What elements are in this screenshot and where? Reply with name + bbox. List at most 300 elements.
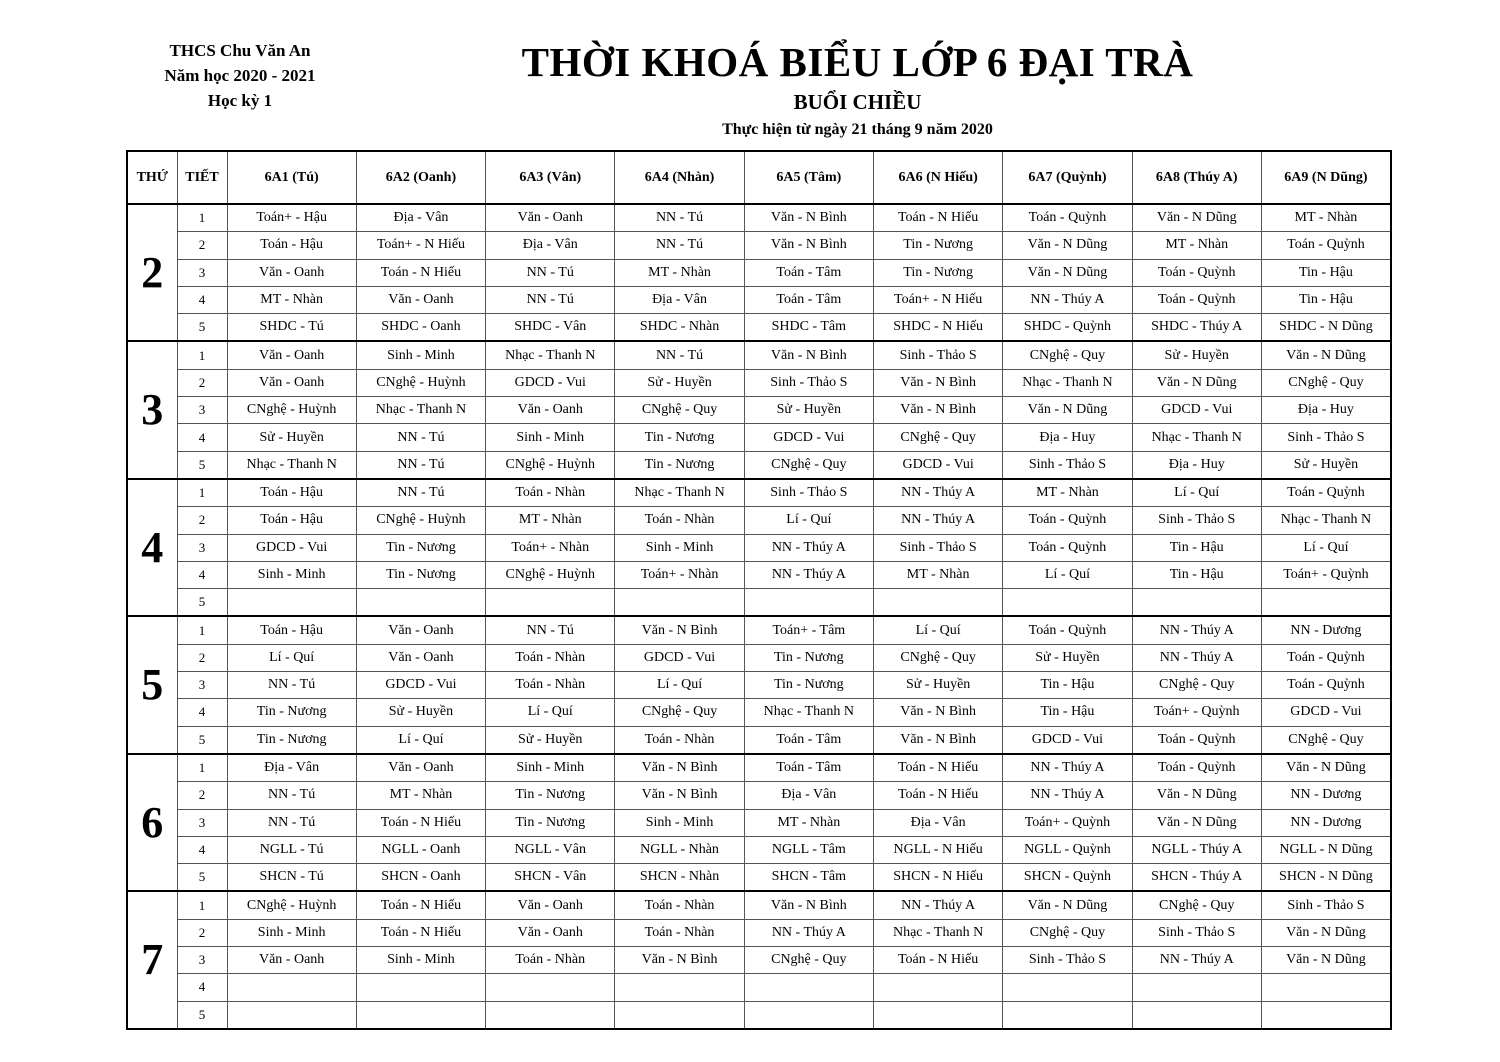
subject-cell: Sử - Huyền (356, 699, 485, 726)
subject-cell: Toán - Quỳnh (1261, 479, 1391, 507)
subject-cell: Toán - Quỳnh (1261, 672, 1391, 699)
subject-cell: GDCD - Vui (1261, 699, 1391, 726)
day-cell: 4 (127, 479, 177, 616)
header-class: 6A7 (Quỳnh) (1003, 151, 1132, 204)
subject-cell: NGLL - Oanh (356, 836, 485, 863)
day-cell: 6 (127, 754, 177, 891)
table-row (127, 561, 1391, 588)
table-row (127, 644, 1391, 671)
subject-cell: NN - Thúy A (744, 534, 873, 561)
subject-cell: Toán - Nhàn (615, 891, 744, 919)
subject-cell: CNghệ - Huỳnh (356, 507, 485, 534)
period-cell: 5 (177, 451, 227, 479)
subject-cell: Toán - Nhàn (486, 479, 615, 507)
timetable (126, 150, 1392, 1030)
subject-cell: Sinh - Thảo S (1003, 947, 1132, 974)
subject-cell: Toán - Quỳnh (1132, 754, 1261, 782)
subject-cell: MT - Nhàn (356, 782, 485, 809)
subject-cell: Nhạc - Thanh N (744, 699, 873, 726)
page-title: THỜI KHOÁ BIỂU LỚP 6 ĐẠI TRÀ (521, 39, 1194, 85)
timetable-body (127, 204, 1391, 1029)
subject-cell: NN - Tú (356, 451, 485, 479)
subject-cell: Toán - Nhàn (615, 726, 744, 754)
subject-cell: NN - Tú (227, 809, 356, 836)
subject-cell: SHCN - Tâm (744, 864, 873, 892)
subject-cell (227, 1001, 356, 1029)
table-row (127, 699, 1391, 726)
subject-cell (1132, 974, 1261, 1001)
subject-cell: Sử - Huyền (615, 369, 744, 396)
subject-cell (615, 1001, 744, 1029)
period-cell: 5 (177, 1001, 227, 1029)
subject-cell: Sinh - Minh (356, 947, 485, 974)
subject-cell: Nhạc - Thanh N (227, 451, 356, 479)
subject-cell: Văn - N Dũng (1132, 204, 1261, 232)
subject-cell (486, 589, 615, 617)
subject-cell (227, 589, 356, 617)
subject-cell: Văn - N Bình (615, 754, 744, 782)
subject-cell: Toán - Quỳnh (1132, 286, 1261, 313)
subject-cell: NN - Tú (615, 204, 744, 232)
subject-cell: NGLL - Vân (486, 836, 615, 863)
subject-cell: Sinh - Thảo S (873, 341, 1002, 369)
subject-cell: NN - Tú (615, 341, 744, 369)
subject-cell: Nhạc - Thanh N (1003, 369, 1132, 396)
table-row (127, 589, 1391, 617)
subject-cell: Toán - N Hiếu (356, 919, 485, 946)
subject-cell: CNghệ - Quy (873, 424, 1002, 451)
subject-cell: Văn - Oanh (356, 644, 485, 671)
subject-cell (744, 589, 873, 617)
subject-cell: CNghệ - Huỳnh (227, 397, 356, 424)
period-cell: 1 (177, 204, 227, 232)
subject-cell: Toán - Tâm (744, 259, 873, 286)
subject-cell: Lí - Quí (1261, 534, 1391, 561)
subject-cell: Toán - Quỳnh (1003, 507, 1132, 534)
subject-cell: Sinh - Thảo S (1132, 919, 1261, 946)
subject-cell (356, 589, 485, 617)
subject-cell: Địa - Vân (227, 754, 356, 782)
subject-cell: GDCD - Vui (1132, 397, 1261, 424)
subject-cell: Lí - Quí (873, 616, 1002, 644)
subject-cell: Sinh - Minh (356, 341, 485, 369)
subject-cell (615, 589, 744, 617)
subject-cell: Địa - Vân (615, 286, 744, 313)
subject-cell: Văn - N Dũng (1132, 782, 1261, 809)
period-cell: 4 (177, 974, 227, 1001)
subject-cell: CNghệ - Quy (1132, 672, 1261, 699)
subject-cell: Văn - N Dũng (1132, 809, 1261, 836)
subject-cell: Tin - Hậu (1003, 672, 1132, 699)
period-cell: 5 (177, 726, 227, 754)
table-row (127, 891, 1391, 919)
subject-cell: Văn - N Dũng (1003, 259, 1132, 286)
subject-cell: CNghệ - Huỳnh (486, 561, 615, 588)
subject-cell: Sử - Huyền (227, 424, 356, 451)
subject-cell: Tin - Nương (615, 424, 744, 451)
header-period: TIẾT (177, 151, 227, 204)
subject-cell (1003, 589, 1132, 617)
subject-cell: NN - Thúy A (1003, 754, 1132, 782)
subject-cell: Văn - Oanh (486, 891, 615, 919)
period-cell: 4 (177, 836, 227, 863)
subject-cell: Sinh - Minh (227, 561, 356, 588)
subject-cell: Toán - Quỳnh (1003, 534, 1132, 561)
table-row (127, 534, 1391, 561)
subject-cell: Toán - Quỳnh (1003, 204, 1132, 232)
subject-cell: MT - Nhàn (615, 259, 744, 286)
subject-cell: NN - Dương (1261, 616, 1391, 644)
header-class: 6A5 (Tâm) (744, 151, 873, 204)
period-cell: 2 (177, 232, 227, 259)
subject-cell: NN - Thúy A (744, 919, 873, 946)
subject-cell: MT - Nhàn (486, 507, 615, 534)
subject-cell: Sinh - Thảo S (1003, 451, 1132, 479)
subject-cell: SHCN - Thúy A (1132, 864, 1261, 892)
subject-cell: Tin - Nương (227, 699, 356, 726)
subject-cell: Toán - N Hiếu (873, 947, 1002, 974)
period-cell: 3 (177, 947, 227, 974)
table-row (127, 836, 1391, 863)
subject-cell: Văn - Oanh (486, 919, 615, 946)
period-cell: 2 (177, 507, 227, 534)
subject-cell: Văn - N Bình (744, 204, 873, 232)
subject-cell: Toán+ - Nhàn (486, 534, 615, 561)
subject-cell: NN - Tú (356, 424, 485, 451)
period-cell: 2 (177, 369, 227, 396)
subject-cell (227, 974, 356, 1001)
subject-cell: Toán+ - N Hiếu (873, 286, 1002, 313)
subject-cell: NN - Thúy A (1132, 947, 1261, 974)
subject-cell: Văn - N Bình (873, 369, 1002, 396)
table-row (127, 479, 1391, 507)
subject-cell: MT - Nhàn (873, 561, 1002, 588)
subject-cell: Địa - Huy (1132, 451, 1261, 479)
subject-cell: SHDC - Thúy A (1132, 314, 1261, 342)
table-row (127, 672, 1391, 699)
subject-cell: Toán+ - Nhàn (615, 561, 744, 588)
subject-cell (744, 974, 873, 1001)
subject-cell: SHDC - Oanh (356, 314, 485, 342)
subject-cell: NGLL - N Dũng (1261, 836, 1391, 863)
subject-cell: Lí - Quí (356, 726, 485, 754)
subject-cell: Toán - Nhàn (615, 919, 744, 946)
subject-cell: Tin - Nương (486, 782, 615, 809)
subject-cell: NGLL - Nhàn (615, 836, 744, 863)
subject-cell: Toán - Nhàn (486, 947, 615, 974)
subject-cell: SHCN - N Dũng (1261, 864, 1391, 892)
subject-cell: Toán - Hậu (227, 232, 356, 259)
subject-cell: SHDC - Quỳnh (1003, 314, 1132, 342)
subject-cell: SHDC - Tú (227, 314, 356, 342)
subject-cell (1132, 589, 1261, 617)
subject-cell: NN - Dương (1261, 809, 1391, 836)
subject-cell: SHDC - Tâm (744, 314, 873, 342)
subject-cell: NN - Thúy A (1132, 616, 1261, 644)
subject-cell: SHCN - Tú (227, 864, 356, 892)
subject-cell: MT - Nhàn (1003, 479, 1132, 507)
subject-cell: Toán - Nhàn (486, 672, 615, 699)
table-row (127, 507, 1391, 534)
subject-cell: Nhạc - Thanh N (1132, 424, 1261, 451)
subject-cell: NN - Tú (486, 616, 615, 644)
table-row (127, 397, 1391, 424)
day-cell: 3 (127, 341, 177, 478)
table-row (127, 809, 1391, 836)
subject-cell: SHDC - Nhàn (615, 314, 744, 342)
subject-cell: Toán - Quỳnh (1003, 616, 1132, 644)
subject-cell: GDCD - Vui (744, 424, 873, 451)
subject-cell (873, 974, 1002, 1001)
table-row (127, 616, 1391, 644)
subject-cell: CNghệ - Huỳnh (356, 369, 485, 396)
period-cell: 3 (177, 672, 227, 699)
subject-cell: Văn - N Dũng (1003, 397, 1132, 424)
subject-cell (1261, 974, 1391, 1001)
period-cell: 4 (177, 286, 227, 313)
subject-cell: Toán+ - N Hiếu (356, 232, 485, 259)
header-class: 6A8 (Thúy A) (1132, 151, 1261, 204)
subject-cell: Toán+ - Quỳnh (1003, 809, 1132, 836)
subject-cell: NN - Thúy A (744, 561, 873, 588)
subject-cell: NN - Thúy A (873, 507, 1002, 534)
subject-cell: Tin - Hậu (1261, 286, 1391, 313)
day-cell: 2 (127, 204, 177, 341)
subject-cell: Văn - N Bình (615, 616, 744, 644)
subject-cell: Lí - Quí (227, 644, 356, 671)
header-class: 6A1 (Tú) (227, 151, 356, 204)
subject-cell: Toán+ - Quỳnh (1132, 699, 1261, 726)
period-cell: 3 (177, 809, 227, 836)
period-cell: 5 (177, 314, 227, 342)
table-row (127, 286, 1391, 313)
subject-cell (873, 589, 1002, 617)
subject-cell: SHDC - Vân (486, 314, 615, 342)
subject-cell: Tin - Nương (873, 232, 1002, 259)
subject-cell (615, 974, 744, 1001)
subject-cell: Địa - Vân (486, 232, 615, 259)
subject-cell: NGLL - Tú (227, 836, 356, 863)
subject-cell: Lí - Quí (1132, 479, 1261, 507)
subject-cell (356, 1001, 485, 1029)
subject-cell: Địa - Huy (1003, 424, 1132, 451)
subject-cell: Tin - Nương (744, 644, 873, 671)
subject-cell: Văn - Oanh (486, 204, 615, 232)
subject-cell: CNghệ - Quy (1003, 341, 1132, 369)
subject-cell: Sinh - Minh (227, 919, 356, 946)
table-row (127, 204, 1391, 232)
subject-cell (873, 1001, 1002, 1029)
subject-cell: Tin - Nương (227, 726, 356, 754)
subject-cell: NGLL - Quỳnh (1003, 836, 1132, 863)
subject-cell: Sử - Huyền (873, 672, 1002, 699)
subject-cell: Toán - N Hiếu (356, 259, 485, 286)
subject-cell: NN - Thúy A (873, 891, 1002, 919)
subject-cell: NN - Thúy A (1132, 644, 1261, 671)
subject-cell (356, 974, 485, 1001)
period-cell: 1 (177, 754, 227, 782)
subject-cell: Toán - Hậu (227, 616, 356, 644)
subject-cell: NN - Tú (356, 479, 485, 507)
subject-cell: CNghệ - Quy (1261, 726, 1391, 754)
subject-cell: NN - Tú (227, 672, 356, 699)
subject-cell: Lí - Quí (615, 672, 744, 699)
subject-cell: Toán+ - Hậu (227, 204, 356, 232)
table-row (127, 341, 1391, 369)
table-row (127, 451, 1391, 479)
subject-cell: SHCN - N Hiếu (873, 864, 1002, 892)
subject-cell: Văn - Oanh (356, 286, 485, 313)
header-class: 6A3 (Vân) (486, 151, 615, 204)
table-row (127, 864, 1391, 892)
subject-cell: Toán - Tâm (744, 726, 873, 754)
subject-cell: NN - Thúy A (873, 479, 1002, 507)
day-cell: 7 (127, 891, 177, 1028)
period-cell: 5 (177, 589, 227, 617)
school-info (140, 38, 340, 113)
subject-cell: GDCD - Vui (873, 451, 1002, 479)
subject-cell: Địa - Vân (744, 782, 873, 809)
period-cell: 3 (177, 259, 227, 286)
subject-cell: Văn - N Bình (873, 397, 1002, 424)
subject-cell: Lí - Quí (486, 699, 615, 726)
subject-cell: NN - Thúy A (1003, 286, 1132, 313)
period-cell: 3 (177, 534, 227, 561)
subject-cell: Văn - N Bình (744, 341, 873, 369)
subject-cell: Tin - Nương (744, 672, 873, 699)
subject-cell: GDCD - Vui (1003, 726, 1132, 754)
period-cell: 5 (177, 864, 227, 892)
subject-cell: NGLL - N Hiếu (873, 836, 1002, 863)
subject-cell: Sinh - Thảo S (1261, 424, 1391, 451)
subject-cell: Sử - Huyền (1132, 341, 1261, 369)
subject-cell: Văn - N Dũng (1003, 891, 1132, 919)
subject-cell: NN - Tú (615, 232, 744, 259)
subject-cell: Toán - N Hiếu (356, 809, 485, 836)
subject-cell: Sinh - Minh (486, 424, 615, 451)
subject-cell: Lí - Quí (1003, 561, 1132, 588)
subject-cell: Toán - N Hiếu (356, 891, 485, 919)
subject-cell: Nhạc - Thanh N (873, 919, 1002, 946)
header-class: 6A9 (N Dũng) (1261, 151, 1391, 204)
day-cell: 5 (127, 616, 177, 753)
subject-cell: Tin - Nương (873, 259, 1002, 286)
subject-cell (744, 1001, 873, 1029)
subject-cell: Văn - N Bình (615, 947, 744, 974)
period-cell: 3 (177, 397, 227, 424)
subject-cell: CNghệ - Quy (1261, 369, 1391, 396)
subject-cell: Văn - N Bình (873, 726, 1002, 754)
header-row (127, 151, 1391, 204)
subject-cell: Văn - Oanh (227, 259, 356, 286)
subject-cell: Địa - Vân (356, 204, 485, 232)
subject-cell: Văn - N Dũng (1261, 754, 1391, 782)
subject-cell: SHCN - Vân (486, 864, 615, 892)
subject-cell: Sử - Huyền (486, 726, 615, 754)
period-cell: 4 (177, 699, 227, 726)
subject-cell: SHDC - N Dũng (1261, 314, 1391, 342)
subject-cell: GDCD - Vui (227, 534, 356, 561)
subject-cell: Toán - N Hiếu (873, 782, 1002, 809)
subject-cell: CNghệ - Quy (1132, 891, 1261, 919)
subject-cell: Nhạc - Thanh N (1261, 507, 1391, 534)
subject-cell: Sinh - Thảo S (873, 534, 1002, 561)
subject-cell (1261, 589, 1391, 617)
subject-cell: SHDC - N Hiếu (873, 314, 1002, 342)
subject-cell: SHCN - Oanh (356, 864, 485, 892)
subject-cell: Toán - N Hiếu (873, 204, 1002, 232)
header-class: 6A2 (Oanh) (356, 151, 485, 204)
subject-cell: Toán - Tâm (744, 754, 873, 782)
subject-cell: CNghệ - Quy (1003, 919, 1132, 946)
subject-cell: Văn - N Dũng (1132, 369, 1261, 396)
subject-cell (1132, 1001, 1261, 1029)
subject-cell: Văn - N Dũng (1261, 341, 1391, 369)
header-class: 6A6 (N Hiếu) (873, 151, 1002, 204)
subject-cell: SHCN - Quỳnh (1003, 864, 1132, 892)
subject-cell: Văn - Oanh (227, 341, 356, 369)
table-row (127, 314, 1391, 342)
subject-cell: MT - Nhàn (1261, 204, 1391, 232)
subject-cell: Tin - Hậu (1003, 699, 1132, 726)
subject-cell: Tin - Hậu (1132, 534, 1261, 561)
subject-cell (486, 974, 615, 1001)
subject-cell: SHCN - Nhàn (615, 864, 744, 892)
table-row (127, 424, 1391, 451)
subject-cell: Văn - Oanh (227, 947, 356, 974)
subject-cell: CNghệ - Huỳnh (227, 891, 356, 919)
subject-cell: CNghệ - Quy (615, 397, 744, 424)
subject-cell: Địa - Vân (873, 809, 1002, 836)
period-cell: 1 (177, 616, 227, 644)
subject-cell: Tin - Hậu (1132, 561, 1261, 588)
subject-cell: Toán - Nhàn (486, 644, 615, 671)
subject-cell: CNghệ - Huỳnh (486, 451, 615, 479)
subject-cell: Văn - N Bình (873, 699, 1002, 726)
period-cell: 4 (177, 561, 227, 588)
subject-cell: CNghệ - Quy (873, 644, 1002, 671)
subject-cell: Toán - Quỳnh (1132, 726, 1261, 754)
subject-cell: Toán - N Hiếu (873, 754, 1002, 782)
table-row (127, 919, 1391, 946)
page-subtitle: BUỔI CHIỀU (793, 90, 922, 114)
table-row (127, 726, 1391, 754)
subject-cell: Nhạc - Thanh N (615, 479, 744, 507)
school-year: Năm học 2020 - 2021 (164, 66, 316, 85)
subject-cell: MT - Nhàn (227, 286, 356, 313)
subject-cell: Văn - Oanh (227, 369, 356, 396)
subject-cell: CNghệ - Quy (615, 699, 744, 726)
subject-cell: MT - Nhàn (744, 809, 873, 836)
subject-cell: NGLL - Thúy A (1132, 836, 1261, 863)
subject-cell (1003, 974, 1132, 1001)
subject-cell: GDCD - Vui (615, 644, 744, 671)
school-name: THCS Chu Văn An (169, 41, 311, 60)
subject-cell (486, 1001, 615, 1029)
subject-cell: Sử - Huyền (744, 397, 873, 424)
subject-cell: Toán - Hậu (227, 507, 356, 534)
subject-cell: Tin - Nương (486, 809, 615, 836)
subject-cell: Văn - Oanh (356, 754, 485, 782)
subject-cell: NN - Tú (486, 259, 615, 286)
subject-cell (1261, 1001, 1391, 1029)
subject-cell: Sinh - Minh (615, 534, 744, 561)
subject-cell: Nhạc - Thanh N (356, 397, 485, 424)
subject-cell: NN - Thúy A (1003, 782, 1132, 809)
period-cell: 4 (177, 424, 227, 451)
subject-cell: Sử - Huyền (1261, 451, 1391, 479)
period-cell: 2 (177, 644, 227, 671)
